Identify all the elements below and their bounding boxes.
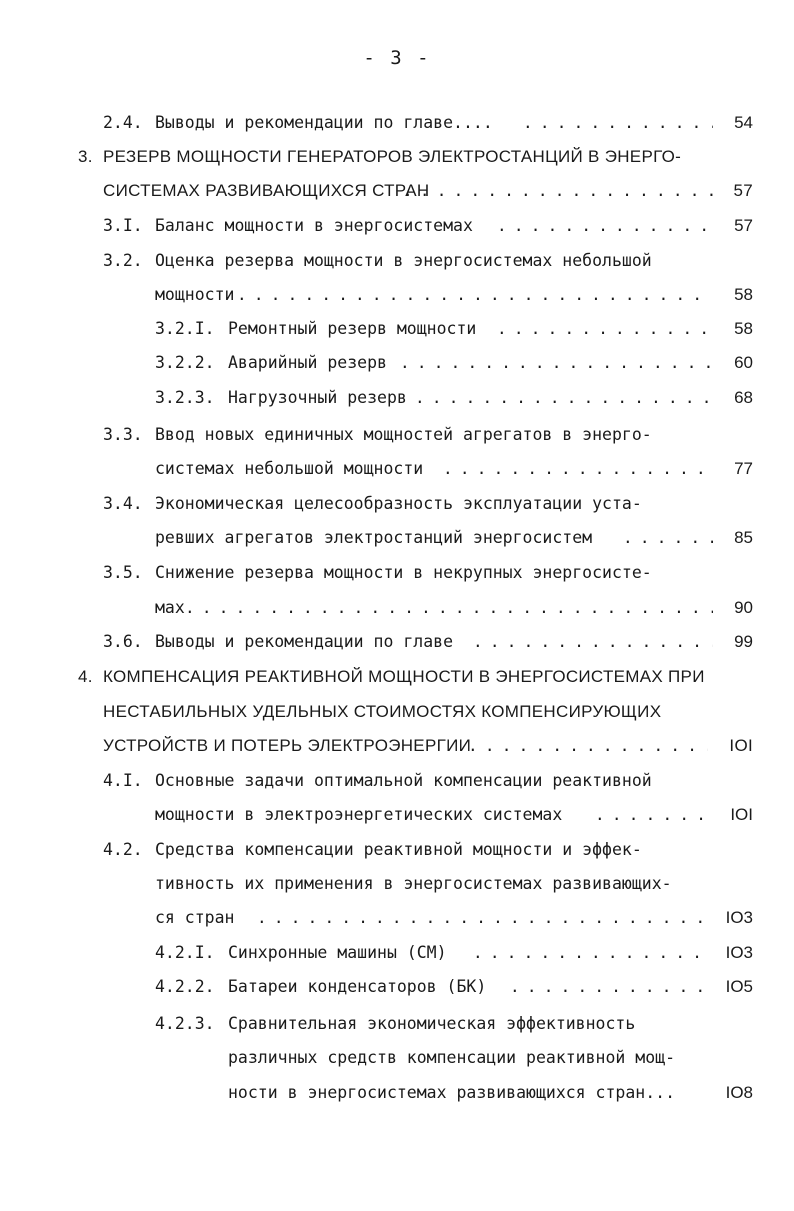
toc-entry-title: ревших агрегатов электростанций энергосистем xyxy=(155,528,593,547)
toc-entry-number: 3.5. xyxy=(103,563,143,582)
toc-entry-title: мощности в электроэнергетических системах xyxy=(155,805,563,824)
toc-entry-number: 3.2. xyxy=(103,251,143,270)
toc-entry xyxy=(103,835,753,865)
toc-entry-page: IO8 xyxy=(725,1083,753,1102)
toc-entry-number: 3.4. xyxy=(103,494,143,513)
toc-entry-title: мощности xyxy=(155,285,235,304)
dot-leader xyxy=(237,280,713,310)
dot-leader xyxy=(595,800,708,830)
toc-entry xyxy=(155,903,753,933)
toc-entry xyxy=(103,211,753,241)
toc-entry-number: 2.4. xyxy=(103,113,143,132)
toc-entry-title: СИСТЕМАХ РАЗВИВАЮЩИХСЯ СТРАН xyxy=(103,181,430,200)
toc-entry xyxy=(155,523,753,553)
dot-leader xyxy=(403,176,713,206)
toc-entry-number: 3.6. xyxy=(103,632,143,651)
toc-entry-title: системах небольшой мощности xyxy=(155,459,424,478)
dot-leader xyxy=(415,383,713,413)
toc-entry xyxy=(103,176,753,206)
toc-entry xyxy=(103,489,753,519)
toc-entry xyxy=(228,1078,753,1108)
toc-entry xyxy=(103,420,753,450)
toc-entry-page: 77 xyxy=(734,459,753,478)
dot-leader xyxy=(473,627,713,657)
toc-entry-page: 57 xyxy=(734,216,753,235)
toc-entry-number: 4.2. xyxy=(103,840,143,859)
toc-entry-title: Ввод новых единичных мощностей агрегатов в энерго- xyxy=(155,425,652,444)
toc-entry-title: Аварийный резерв xyxy=(228,353,387,372)
toc-entry xyxy=(155,454,753,484)
toc-entry-title: различных средств компенсации реактивной мощ- xyxy=(228,1048,676,1067)
toc-entry xyxy=(155,348,753,378)
toc-entry-title: Экономическая целесообразность эксплуатации уста- xyxy=(155,494,642,513)
dot-leader xyxy=(468,731,708,761)
toc-entry-page: 58 xyxy=(734,285,753,304)
toc-entry xyxy=(155,593,753,623)
toc-entry-title: Основные задачи оптимальной компенсации реактивной xyxy=(155,771,652,790)
toc-entry-title: Выводы и рекомендации по главе xyxy=(155,632,454,651)
toc-entry-title: УСТРОЙСТВ И ПОТЕРЬ ЭЛЕКТРОЭНЕРГИИ xyxy=(103,736,472,755)
toc-entry xyxy=(155,800,753,830)
toc-entry-title: мах xyxy=(155,598,185,617)
toc-entry xyxy=(155,972,753,1002)
toc-entry-title: РЕЗЕРВ МОЩНОСТИ ГЕНЕРАТОРОВ ЭЛЕКТРОСТАНЦИЙ В ЭНЕРГО- xyxy=(103,147,682,166)
toc-entry-title: Оценка резерва мощности в энергосистемах небольшой xyxy=(155,251,652,270)
toc-entry-page: IOI xyxy=(729,736,753,755)
dot-leader xyxy=(497,314,713,344)
toc-entry-page: 90 xyxy=(734,598,753,617)
toc-entry-page: IO3 xyxy=(725,908,753,927)
dot-leader xyxy=(400,348,713,378)
toc-entry-title: Средства компенсации реактивной мощности и эффек- xyxy=(155,840,642,859)
toc-entry-number: 4. xyxy=(78,667,93,686)
toc-entry-title: ности в энергосистемах развивающихся стран... xyxy=(228,1083,676,1102)
toc-entry-title: Батареи конденсаторов (БК) xyxy=(228,977,487,996)
toc-entry-page: 60 xyxy=(734,353,753,372)
toc-entry-title: Синхронные машины (СМ) xyxy=(228,943,447,962)
toc-entry-page: 57 xyxy=(733,181,753,200)
toc-entry xyxy=(103,731,753,761)
toc-entry xyxy=(155,869,753,899)
page-number: - 3 - xyxy=(363,47,431,69)
toc-entry-page: 85 xyxy=(734,528,753,547)
toc-entry xyxy=(103,697,753,727)
toc-entry-number: 4.2.2. xyxy=(155,977,215,996)
toc-entry xyxy=(155,314,753,344)
toc-entry xyxy=(228,1043,753,1073)
dot-leader xyxy=(523,108,713,138)
toc-entry-page: IO3 xyxy=(725,943,753,962)
toc-entry-page: 99 xyxy=(734,632,753,651)
toc-entry-number: 3.3. xyxy=(103,425,143,444)
toc-entry-title: КОМПЕНСАЦИЯ РЕАКТИВНОЙ МОЩНОСТИ В ЭНЕРГОСИСТЕМАХ ПРИ xyxy=(103,667,705,686)
toc-entry-number: 4.2.3. xyxy=(155,1014,215,1033)
dot-leader xyxy=(185,593,713,623)
toc-entry xyxy=(78,662,753,692)
toc-entry-number: 3. xyxy=(78,147,93,166)
toc-entry-number: 3.2.3. xyxy=(155,388,215,407)
toc-entry-title: Выводы и рекомендации по главе.... xyxy=(155,113,493,132)
toc-entry xyxy=(78,142,753,172)
dot-leader xyxy=(473,938,708,968)
toc-entry-page: 68 xyxy=(734,388,753,407)
toc-entry xyxy=(155,938,753,968)
toc-entry-number: 4.I. xyxy=(103,771,143,790)
toc-entry xyxy=(103,627,753,657)
toc-entry xyxy=(155,383,753,413)
toc-entry-page: 54 xyxy=(734,113,753,132)
dot-leader xyxy=(510,972,708,1002)
toc-entry-page: 58 xyxy=(734,319,753,338)
dot-leader xyxy=(257,903,708,933)
toc-entry-number: 4.2.I. xyxy=(155,943,215,962)
toc-entry xyxy=(103,766,753,796)
toc-entry-title: Снижение резерва мощности в некрупных энергосисте- xyxy=(155,563,652,582)
toc-entry-number: 3.2.I. xyxy=(155,319,215,338)
toc-entry-title: Нагрузочный резерв xyxy=(228,388,407,407)
toc-entry-title: тивность их применения в энергосистемах развивающих- xyxy=(155,874,672,893)
toc-entry-page: IOI xyxy=(730,805,753,824)
toc-entry xyxy=(103,246,753,276)
toc-entry-title: НЕСТАБИЛЬНЫХ УДЕЛЬНЫХ СТОИМОСТЯХ КОМПЕНСИРУЮЩИХ xyxy=(103,702,662,721)
toc-entry xyxy=(155,280,753,310)
toc-entry-number: 3.I. xyxy=(103,216,143,235)
toc-entry-title: ся стран xyxy=(155,908,235,927)
toc-entry-number: 3.2.2. xyxy=(155,353,215,372)
toc-entry-page: IO5 xyxy=(725,977,753,996)
toc-entry xyxy=(103,108,753,138)
dot-leader xyxy=(497,211,713,241)
dot-leader xyxy=(443,454,713,484)
toc-entry-title: Ремонтный резерв мощности xyxy=(228,319,477,338)
dot-leader xyxy=(623,523,713,553)
toc-entry-title: Сравнительная экономическая эффективность xyxy=(228,1014,636,1033)
toc-entry xyxy=(155,1009,753,1039)
toc-entry xyxy=(103,558,753,588)
toc-entry-title: Баланс мощности в энергосистемах xyxy=(155,216,473,235)
